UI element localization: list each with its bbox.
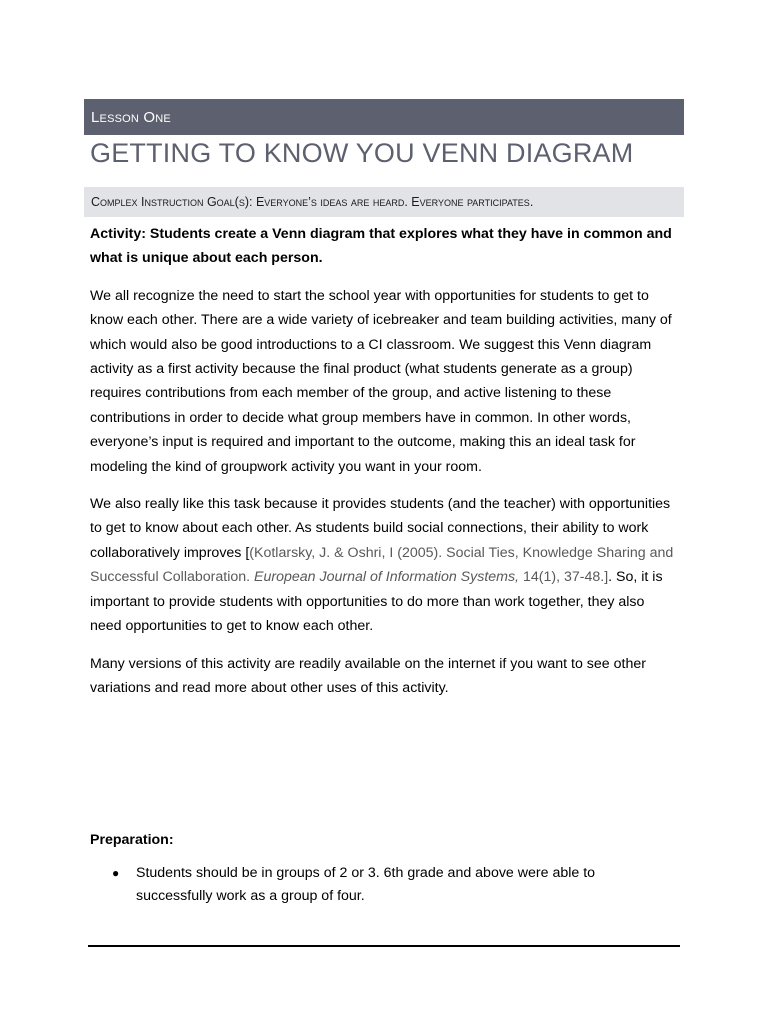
- body-content: [90, 222, 675, 713]
- lesson-banner: [84, 99, 684, 135]
- preparation-heading: Preparation:: [90, 832, 174, 848]
- activity-statement: Activity: Students create a Venn diagram that explores what they have in common and what is unique about each person.: [90, 226, 672, 267]
- goal-text: Complex Instruction Goal(s): Everyone’s ideas are heard. Everyone participates.: [91, 195, 534, 209]
- page-title: GETTING TO KNOW YOU VENN DIAGRAM: [90, 138, 634, 168]
- resources-paragraph: Many versions of this activity are readily available on the internet if you want to see other variations and read more about other uses of this activity.: [90, 655, 646, 696]
- intro-paragraph: We all recognize the need to start the school year with opportunities for students to get to know each other. There are a wide variety of icebreaker and team building activities, many of which would also be good introductions to a CI classroom. We suggest this Venn diagram activity as a first activity because the final product (what students generate as a group) requires contributions from each member of the group, and active listening to these contributions in order to decide what group members have in common. In other words, everyone’s input is required and important to the outcome, making this an ideal task for modeling the kind of groupwork activity you want in your room.: [90, 287, 672, 475]
- goal-band: [84, 187, 684, 217]
- rationale-paragraph: [90, 492, 675, 638]
- citation-details: 14(1), 37-48.]: [519, 569, 609, 586]
- footer-divider: [88, 945, 680, 947]
- list-item-text: Students should be in groups of 2 or 3. 6th grade and above were able to successfully work as a group of four.: [136, 865, 596, 904]
- preparation-list: [90, 862, 675, 907]
- list-item: [90, 862, 675, 907]
- citation-authors: (Kotlarsky, J. & Oshri, I (2005). Social Ties, Knowledge Sharing and Successful Collaboration.: [90, 544, 674, 586]
- rationale-text-end: . So, it is important to provide students with opportunities to do more than work together, they also need opportunities to get to know each other.: [90, 569, 663, 635]
- lesson-label: Lesson One: [91, 108, 171, 126]
- bullet-icon: ●: [112, 866, 120, 880]
- citation-journal: European Journal of Information Systems,: [254, 569, 520, 586]
- rationale-text-start: We also really like this task because it provides students (and the teacher) with opportunities to get to know about each other. As students build social connections, their ability to work collaboratively improves [: [90, 496, 671, 561]
